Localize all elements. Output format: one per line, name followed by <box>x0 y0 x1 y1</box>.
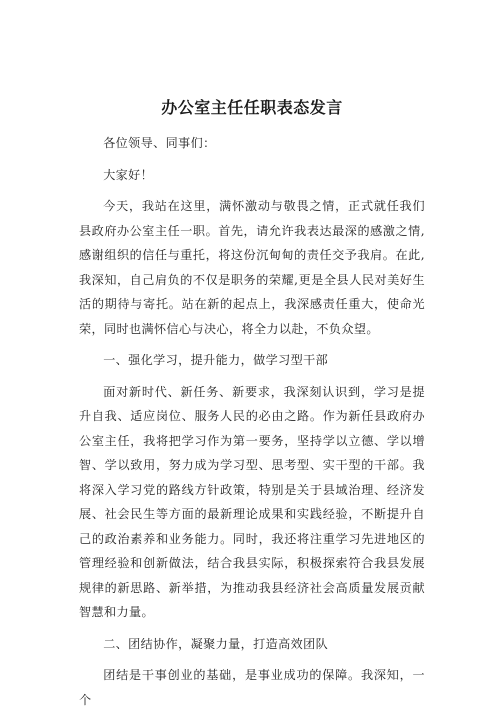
document-title: 办公室主任任职表态发言 <box>161 98 343 117</box>
intro-paragraph: 今天，我站在这里，满怀激动与敬畏之情，正式就任我们县政府办公室主任一职。首先，请允许我表达最深的感激之情,感谢组织的信任与重托，将这份沉甸甸的责任交予我肩。在此,我深知，自己肩负的不仅是职务的荣耀,更是全县人民对美好生活的期待与寄托。站在新的起点上，我深感责任重大，使命光荣，同时也满怀信心与决心，将全力以赴，不负众望。 <box>79 199 425 336</box>
section-heading-1: 一、强化学习，提升能力，做学习型干部 <box>103 353 329 367</box>
section-body-2: 团结是干事创业的基础，是事业成功的保障。我深知，一个 <box>79 668 425 707</box>
greeting: 大家好！ <box>103 167 154 182</box>
section-body-1: 面对新时代、新任务、新要求，我深刻认识到，学习是提升自我、适应岗位、服务人民的必由之路。作为新任县政府办公室主任，我将把学习作为第一要务，坚持学以立德、学以增智、学以致用，努力成为学习型、思考型、实干型的干部。我将深入学习党的路线方针政策，特别是关于县域治理、经济发展、社会民生等方面的最新理论成果和实践经验，不断提升自己的政治素养和业务能力。同时，我还将注重学习先进地区的管理经验和创新做法，结合我县实际，积极探索符合我县发展规律的新思路、新举措，为推动我县经济社会高质量发展贡献智慧和力量。 <box>79 384 425 619</box>
section-heading-2: 二、团结协作，凝聚力量，打造高效团队 <box>103 636 329 651</box>
salutation: 各位领导、同事们： <box>103 136 216 150</box>
